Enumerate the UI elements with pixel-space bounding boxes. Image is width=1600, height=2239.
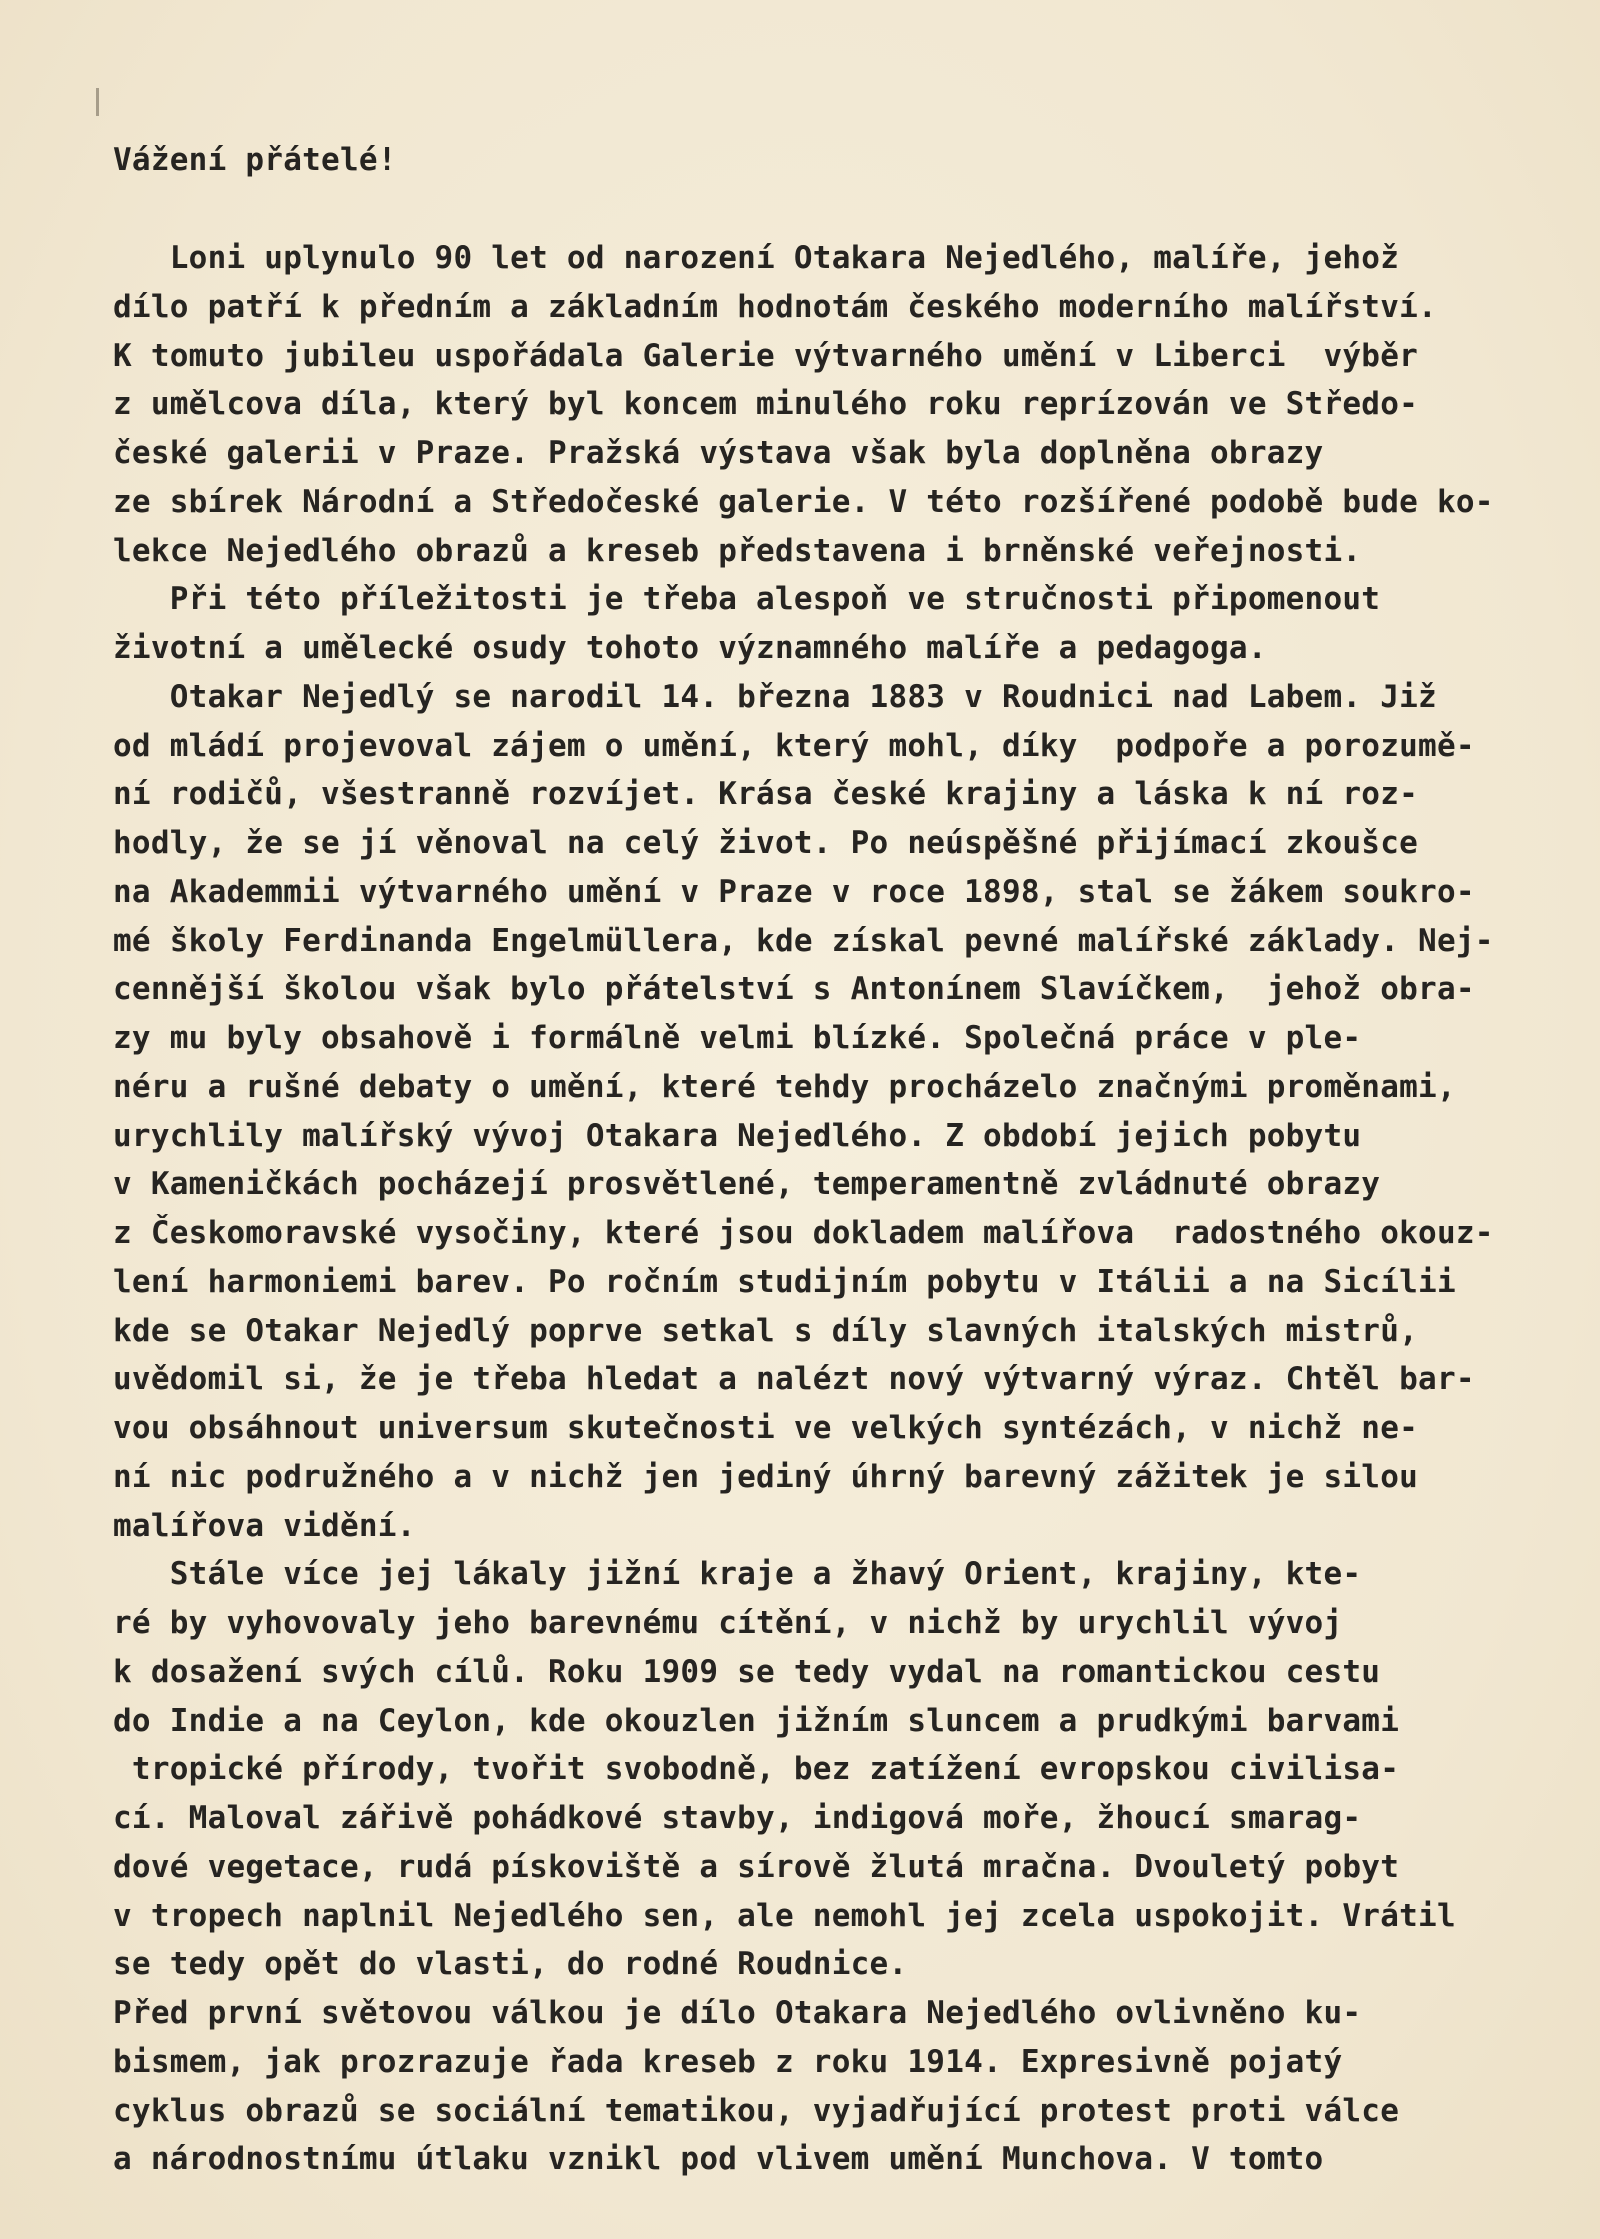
letter-line: tropické přírody, tvořit svobodně, bez zatížení evropskou civilisa- [113, 1751, 1400, 1787]
letter-line: k dosažení svých cílů. Roku 1909 se tedy vydal na romantickou cestu [113, 1654, 1381, 1690]
letter-line: v Kameničkách pocházejí prosvětlené, temperamentně zvládnuté obrazy [113, 1166, 1381, 1202]
letter-line: cí. Maloval zářivě pohádkové stavby, indigová moře, žhoucí smarag- [113, 1800, 1362, 1836]
letter-line: dové vegetace, rudá pískoviště a sírově žlutá mračna. Dvouletý pobyt [113, 1849, 1400, 1885]
letter-line: ré by vyhovovaly jeho barevnému cítění, v nichž by urychlil vývoj [113, 1605, 1343, 1641]
letter-line: K tomuto jubileu uspořádala Galerie výtvarného umění v Liberci výběr [113, 338, 1419, 374]
letter-line: Otakar Nejedlý se narodil 14. března 1883 v Roudnici nad Labem. Již [113, 679, 1437, 715]
letter-line: malířova vidění. [113, 1508, 416, 1544]
letter-line: od mládí projevoval zájem o umění, který mohl, díky podpoře a porozumě- [113, 728, 1475, 764]
letter-line: ze sbírek Národní a Středočeské galerie. V této rozšířené podobě bude ko- [113, 484, 1494, 520]
letter-line: na Akademmii výtvarného umění v Praze v roce 1898, stal se žákem soukro- [113, 874, 1475, 910]
letter-line: Stále více jej lákaly jižní kraje a žhavý Orient, krajiny, kte- [113, 1556, 1362, 1592]
letter-line: néru a rušné debaty o umění, které tehdy procházelo značnými proměnami, [113, 1069, 1456, 1105]
letter-line: Při této příležitosti je třeba alespoň ve stručnosti připomenout [113, 581, 1381, 617]
letter-line: kde se Otakar Nejedlý poprve setkal s díly slavných italských mistrů, [113, 1313, 1419, 1349]
letter-line: Před první světovou válkou je dílo Otakara Nejedlého ovlivněno ku- [113, 1995, 1362, 2031]
letter-line: cennější školou však bylo přátelství s Antonínem Slavíčkem, jehož obra- [113, 971, 1475, 1007]
letter-line: dílo patří k předním a základním hodnotám českého moderního malířství. [113, 289, 1437, 325]
letter-line: hodly, že se jí věnoval na celý život. Po neúspěšné přijímací zkoušce [113, 825, 1419, 861]
letter-line: bismem, jak prozrazuje řada kreseb z roku 1914. Expresivně pojatý [113, 2044, 1343, 2080]
letter-line: urychlily malířský vývoj Otakara Nejedlého. Z období jejich pobytu [113, 1118, 1362, 1154]
letter-line: z umělcova díla, který byl koncem minulého roku reprízován ve Středo- [113, 386, 1419, 422]
letter-line: lekce Nejedlého obrazů a kreseb představena i brněnské veřejnosti. [113, 533, 1362, 569]
letter-line: se tedy opět do vlasti, do rodné Roudnice. [113, 1946, 908, 1982]
letter-line: v tropech naplnil Nejedlého sen, ale nemohl jej zcela uspokojit. Vrátil [113, 1898, 1456, 1934]
letter-line: vou obsáhnout universum skutečnosti ve velkých syntézách, v nichž ne- [113, 1410, 1419, 1446]
letter-line: lení harmoniemi barev. Po ročním studijním pobytu v Itálii a na Sicílii [113, 1264, 1456, 1300]
letter-line: cyklus obrazů se sociální tematikou, vyjadřující protest proti válce [113, 2093, 1400, 2129]
letter-line: životní a umělecké osudy tohoto významného malíře a pedagoga. [113, 630, 1267, 666]
letter-line: do Indie a na Ceylon, kde okouzlen jižním sluncem a prudkými barvami [113, 1703, 1400, 1739]
letter-line: Loni uplynulo 90 let od narození Otakara Nejedlého, malíře, jehož [113, 240, 1400, 276]
letter-line: mé školy Ferdinanda Engelmüllera, kde získal pevné malířské základy. Nej- [113, 923, 1494, 959]
letter-line: ní nic podružného a v nichž jen jediný úhrný barevný zážitek je silou [113, 1459, 1419, 1495]
letter-line: české galerii v Praze. Pražská výstava však byla doplněna obrazy [113, 435, 1324, 471]
letter-line: ní rodičů, všestranně rozvíjet. Krása české krajiny a láska k ní roz- [113, 776, 1419, 812]
letter-line: zy mu byly obsahově i formálně velmi blízké. Společná práce v ple- [113, 1020, 1362, 1056]
margin-pencil-mark [96, 88, 99, 116]
letter-line: a národnostnímu útlaku vznikl pod vlivem umění Munchova. V tomto [113, 2141, 1324, 2177]
letter-line: uvědomil si, že je třeba hledat a nalézt nový výtvarný výraz. Chtěl bar- [113, 1361, 1475, 1397]
letter-greeting: Vážení přátelé! [113, 142, 397, 178]
letter-line: z Českomoravské vysočiny, které jsou dokladem malířova radostného okouz- [113, 1215, 1494, 1251]
